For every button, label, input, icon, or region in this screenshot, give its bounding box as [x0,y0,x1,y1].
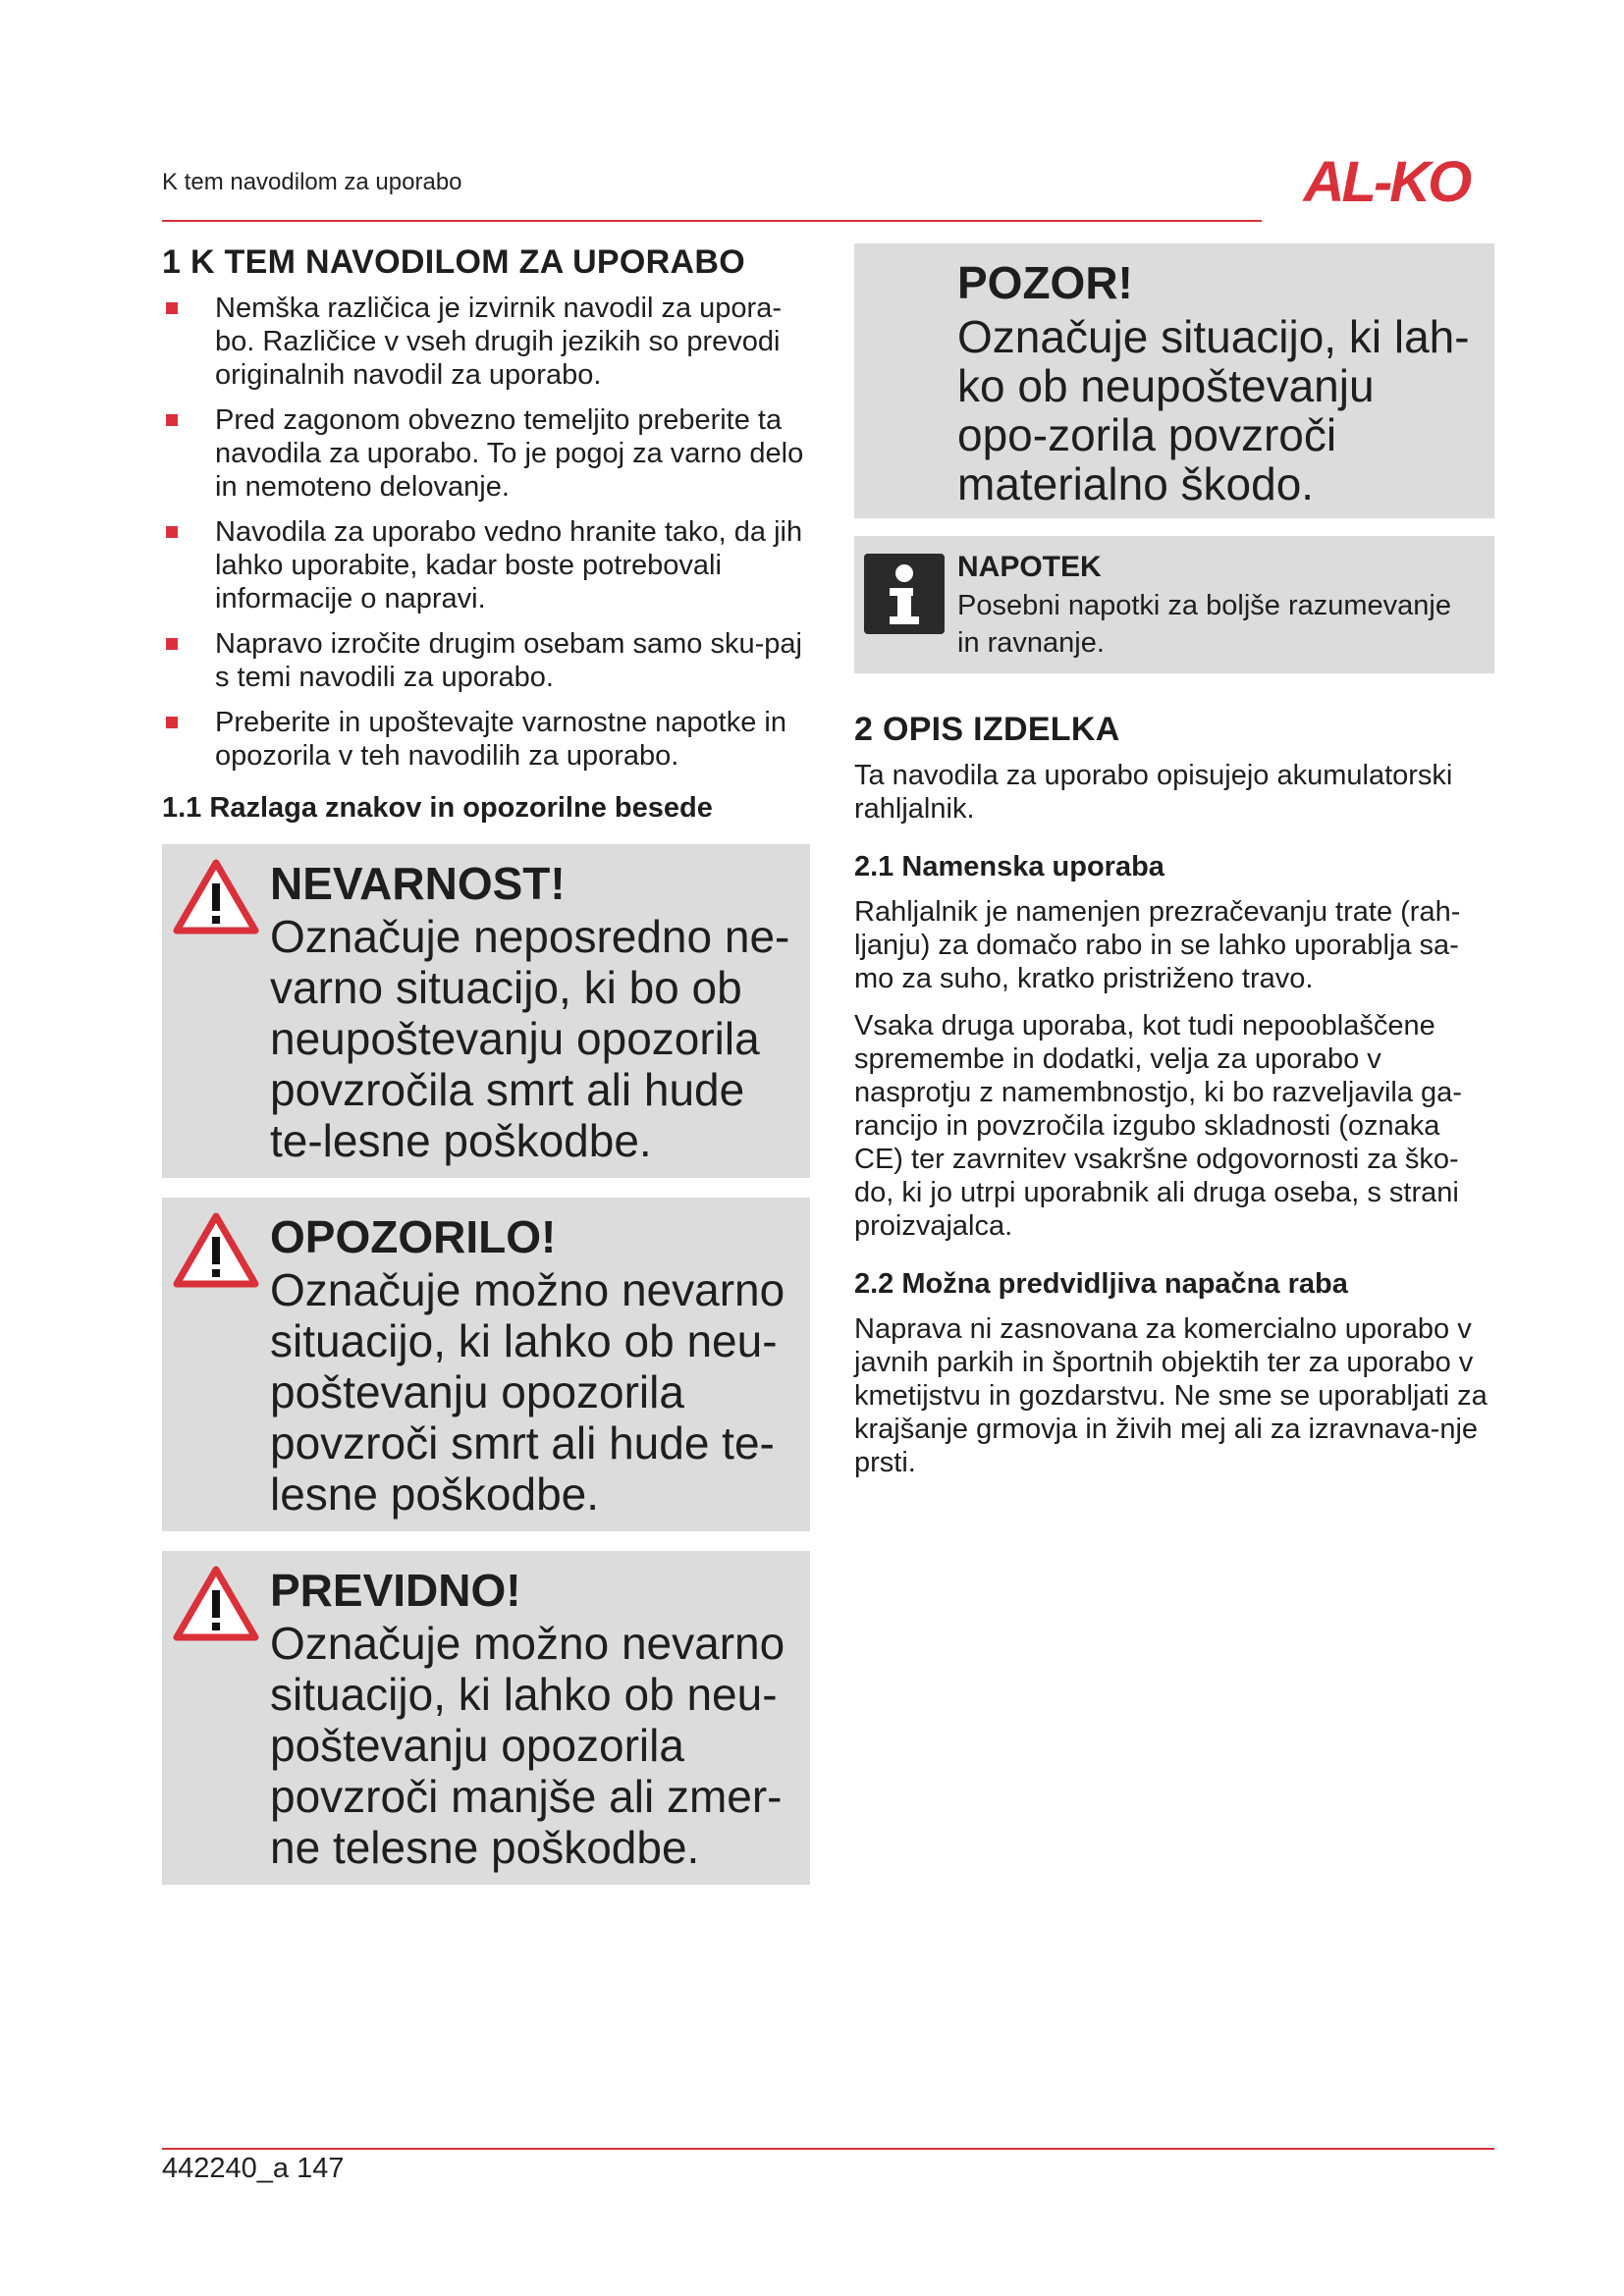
alko-logo [1278,152,1494,211]
bullet-square-icon [166,717,178,728]
notice-text: Označuje situacijo, ki lah-ko ob neupoštevanju opo-zorila povzroči materialno škodo. [957,311,1470,509]
footer-divider [162,2148,1494,2150]
bullet-item: Navodila za uporabo vedno hranite tako, da jih lahko uporabite, kadar boste potrebovali informacije o napravi. [162,515,810,615]
warning-box-warning [162,1198,810,1531]
warning-box-caution [162,1551,810,1885]
header-title: K tem navodilom za uporabo [162,169,462,195]
warning-triangle-icon [172,858,260,936]
warning-title: NEVARNOST! [270,858,566,909]
bullet-square-icon [166,414,178,426]
section-2-2-title: 2.2 Možna predvidljiva napačna raba [854,1268,1348,1300]
warning-title: OPOZORILO! [270,1211,557,1262]
note-title: NAPOTEK [957,551,1102,583]
note-text: Posebni napotki za boljše razumevanje in ravnanje. [957,590,1451,659]
right-column [854,243,1494,1493]
section-1-bullets [162,292,810,773]
info-icon [864,554,945,634]
note-box-napotek [854,536,1494,673]
warning-triangle-icon [172,1565,260,1643]
section-1-1-title: 1.1 Razlaga znakov in opozorilne besede [162,792,713,824]
notice-box-pozor [854,243,1494,518]
header-divider [162,220,1262,222]
section-2-1-paragraph: Vsaka druga uporaba, kot tudi nepooblaščene spremembe in dodatki, velja za uporabo v nasprotju z namembnostjo, ki bo razveljavila ga-rancijo in povzročila izgubo skladnosti (oznaka CE) ter zavrnitev vsakršne odgovornosti za ško-do, ki jo utrpi uporabnik ali druga oseba, s strani proizvajalca. [854,1010,1462,1242]
section-2-intro: Ta navodila za uporabo opisujejo akumulatorski rahljalnik. [854,760,1453,825]
warning-text: Označuje možno nevarno situacijo, ki lahko ob neu-poštevanju opozorila povzroči manjše ali zmer-ne telesne poškodbe. [270,1618,785,1873]
bullet-square-icon [166,638,178,650]
bullet-square-icon [166,302,178,314]
bullet-item: Pred zagonom obvezno temeljito preberite ta navodila za uporabo. To je pogoj za varno delo in nemoteno delovanje. [162,403,810,504]
bullet-square-icon [166,526,178,538]
section-2-1-title: 2.1 Namenska uporaba [854,851,1164,882]
footer-doc-number: 442240_a 147 [162,2153,345,2184]
warning-box-danger [162,844,810,1178]
left-column [162,243,810,1904]
section-1-title: 1 K TEM NAVODILOM ZA UPORABO [162,243,745,281]
section-2-title: 2 OPIS IZDELKA [854,711,1120,748]
svg-text:AL-KO: AL-KO [1303,152,1470,211]
notice-title: POZOR! [957,257,1133,308]
warning-text: Označuje možno nevarno situacijo, ki lahko ob neu-poštevanju opozorila povzroči smrt ali hude te-lesne poškodbe. [270,1264,785,1520]
bullet-item: Nemška različica je izvirnik navodil za upora-bo. Različice v vseh drugih jezikih so prevodi originalnih navodil za uporabo. [162,292,810,392]
bullet-item: Napravo izročite drugim osebam samo sku-paj s temi navodili za uporabo. [162,627,810,694]
warning-text: Označuje neposredno ne-varno situacijo, ki bo ob neupoštevanju opozorila povzročila smrt ali hude te-lesne poškodbe. [270,911,790,1166]
section-2-2-paragraph: Naprava ni zasnovana za komercialno uporabo v javnih parkih in športnih objektih ter za uporabo v kmetijstvu in gozdarstvu. Ne sme se uporabljati za krajšanje grmovja in živih mej ali za izravnava-nje prsti. [854,1313,1488,1478]
bullet-item: Preberite in upoštevajte varnostne napotke in opozorila v teh navodilih za uporabo. [162,706,810,773]
warning-title: PREVIDNO! [270,1565,521,1616]
warning-triangle-icon [172,1211,260,1290]
section-2-1-paragraph: Rahljalnik je namenjen prezračevanju trate (rah-ljanju) za domačo rabo in se lahko uporablja sa-mo za suho, kratko pristriženo travo. [854,896,1461,994]
